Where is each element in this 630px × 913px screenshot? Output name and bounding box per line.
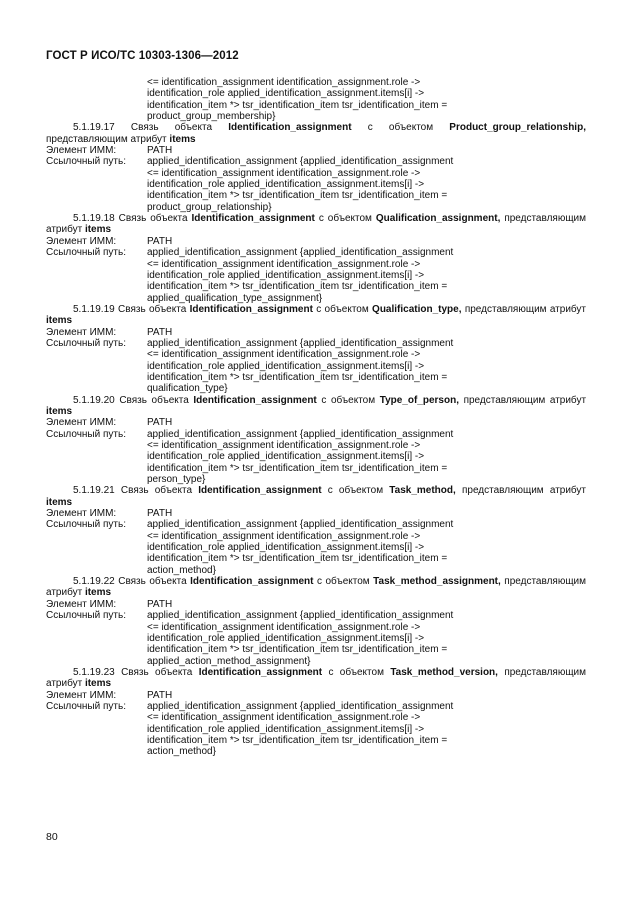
path-line: <= identification_assignment identification_assignment.role -> — [147, 530, 421, 542]
clause-number: 5.1.19.19 — [73, 303, 115, 315]
path-line: identification_item *> tsr_identification_item tsr_identification_item = — [147, 644, 448, 656]
target-entity-name: Qualification_type, — [372, 303, 462, 315]
element-value: PATH — [147, 235, 173, 247]
clause-section — [46, 485, 586, 576]
element-field — [46, 236, 586, 247]
clause-section — [46, 395, 586, 486]
clause-text: с объектом — [318, 213, 372, 225]
clause-number: 5.1.19.18 — [73, 213, 115, 225]
ref-path-field — [46, 247, 586, 258]
element-label: Элемент ИММ: — [46, 508, 117, 520]
clause-text: Связь объекта — [118, 576, 187, 588]
page-number: 80 — [46, 831, 58, 843]
entity-name: Identification_assignment — [228, 122, 352, 134]
clause-text: с объектом — [316, 303, 369, 315]
element-label: Элемент ИММ: — [46, 145, 117, 157]
element-value: PATH — [147, 326, 173, 338]
clause-text: представляющим атрибут — [461, 485, 587, 497]
path-line: <= identification_assignment identification_assignment.role -> — [147, 621, 421, 633]
ref-path-label: Ссылочный путь: — [46, 247, 126, 259]
ref-path-label: Ссылочный путь: — [46, 428, 126, 440]
clause-section — [46, 667, 586, 758]
target-entity-name: Qualification_assignment, — [375, 213, 501, 225]
path-line: identification_item *> tsr_identification_item tsr_identification_item = — [147, 99, 448, 111]
path-line: identification_role applied_identification_assignment.items[i] -> — [147, 269, 425, 281]
ref-path-label: Ссылочный путь: — [46, 156, 126, 168]
path-line: action_method} — [147, 746, 216, 758]
target-entity-name: Task_method_assignment, — [373, 576, 501, 588]
sections-container — [46, 122, 586, 757]
ref-path-field — [46, 429, 586, 440]
clause-heading — [46, 304, 586, 327]
path-line: identification_role applied_identification_assignment.items[i] -> — [147, 542, 425, 554]
path-line: identification_role applied_identification_assignment.items[i] -> — [147, 723, 425, 735]
element-label: Элемент ИММ: — [46, 235, 117, 247]
attribute-name: items — [84, 224, 112, 236]
path-line: applied_identification_assignment {applied_identification_assignment — [147, 428, 454, 440]
path-line: identification_role applied_identification_assignment.items[i] -> — [147, 360, 425, 372]
ref-path-label: Ссылочный путь: — [46, 700, 126, 712]
entity-name: Identification_assignment — [191, 213, 315, 225]
clause-section — [46, 576, 586, 667]
clause-text: Связь объекта — [130, 122, 213, 134]
clause-number: 5.1.19.21 — [73, 485, 115, 497]
entity-name: Identification_assignment — [190, 576, 314, 588]
attribute-name: items — [169, 133, 196, 145]
ref-path-field — [46, 519, 586, 530]
path-line: applied_action_method_assignment} — [147, 655, 311, 667]
path-line: product_group_membership} — [147, 111, 276, 123]
clause-text: с объектом — [321, 394, 376, 406]
ref-path-label: Ссылочный путь: — [46, 610, 126, 622]
ref-path-field — [46, 701, 586, 712]
clause-text: представляющим атрибут — [46, 666, 587, 690]
attribute-name: items — [46, 496, 73, 508]
ref-path-label: Ссылочный путь: — [46, 337, 126, 349]
clause-text: с объектом — [317, 576, 370, 588]
path-line: applied_identification_assignment {applied_identification_assignment — [147, 156, 454, 168]
element-value: PATH — [147, 689, 173, 701]
path-line: identification_role applied_identification_assignment.items[i] -> — [147, 451, 425, 463]
clause-number: 5.1.19.17 — [73, 122, 115, 134]
clause-section — [46, 213, 586, 304]
element-label: Элемент ИММ: — [46, 598, 117, 610]
path-line: identification_item *> tsr_identification_item tsr_identification_item = — [147, 734, 448, 746]
attribute-name: items — [46, 405, 73, 417]
element-field — [46, 690, 586, 701]
clause-heading — [46, 485, 586, 508]
clause-text: представляющим атрибут — [463, 394, 587, 406]
document-body — [46, 77, 586, 758]
clause-text: с объектом — [327, 485, 384, 497]
attribute-name: items — [46, 315, 73, 327]
target-entity-name: Type_of_person, — [379, 394, 459, 406]
path-line: identification_role applied_identification_assignment.items[i] -> — [147, 632, 425, 644]
clause-number: 5.1.19.23 — [73, 666, 115, 678]
clause-text: с объектом — [367, 122, 434, 134]
path-line: <= identification_assignment identification_assignment.role -> — [147, 712, 421, 724]
path-line: <= identification_assignment identification_assignment.role -> — [147, 440, 421, 451]
path-line: identification_item *> tsr_identification_item tsr_identification_item = — [147, 281, 448, 293]
clause-heading — [46, 395, 586, 418]
clause-section — [46, 122, 586, 213]
entity-name: Identification_assignment — [189, 303, 313, 315]
ref-path-field — [46, 338, 586, 349]
ref-path-field — [46, 610, 586, 621]
clause-text: Связь объекта — [121, 666, 193, 678]
path-line: applied_identification_assignment {applied_identification_assignment — [147, 247, 454, 259]
page-header: ГОСТ Р ИСО/ТС 10303-1306—2012 — [46, 50, 239, 62]
path-line: <= identification_assignment identification_assignment.role -> — [147, 77, 421, 88]
path-line: product_group_relationship} — [147, 201, 272, 213]
clause-text: Связь объекта — [118, 303, 187, 315]
element-field — [46, 417, 586, 428]
entity-name: Identification_assignment — [198, 666, 323, 678]
path-line: applied_qualification_type_assignment} — [147, 292, 323, 304]
path-line: identification_item *> tsr_identification_item tsr_identification_item = — [147, 190, 448, 202]
path-line: identification_item *> tsr_identification_item tsr_identification_item = — [147, 462, 448, 474]
path-line: <= identification_assignment identification_assignment.role -> — [147, 258, 421, 270]
clause-text: представляющим атрибут — [464, 303, 586, 315]
element-value: PATH — [147, 508, 173, 520]
element-field — [46, 145, 586, 156]
clause-number: 5.1.19.22 — [73, 576, 115, 588]
path-line: person_type} — [147, 474, 206, 486]
clause-text: представляющим атрибут — [46, 133, 167, 145]
target-entity-name: Task_method, — [389, 485, 456, 497]
path-line: identification_item *> tsr_identification_item tsr_identification_item = — [147, 553, 448, 565]
clause-heading — [46, 213, 586, 236]
element-label: Элемент ИММ: — [46, 417, 117, 429]
element-field — [46, 327, 586, 338]
element-field — [46, 599, 586, 610]
clause-text: Связь объекта — [118, 213, 188, 225]
attribute-name: items — [84, 587, 112, 599]
clause-text: с объектом — [328, 666, 384, 678]
element-label: Элемент ИММ: — [46, 326, 117, 338]
entity-name: Identification_assignment — [193, 394, 317, 406]
path-line: applied_identification_assignment {applied_identification_assignment — [147, 700, 454, 712]
path-line: <= identification_assignment identification_assignment.role -> — [147, 167, 421, 179]
ref-path-field — [46, 156, 586, 167]
clause-heading — [46, 576, 586, 599]
clause-number: 5.1.19.20 — [73, 394, 115, 406]
element-value: PATH — [147, 145, 173, 157]
target-entity-name: Product_group_relationship, — [449, 122, 586, 134]
target-entity-name: Task_method_version, — [390, 666, 498, 678]
clause-text: представляющим атрибут — [46, 576, 587, 599]
element-value: PATH — [147, 598, 173, 610]
path-line: identification_role applied_identification_assignment.items[i] -> — [147, 179, 425, 191]
path-line: applied_identification_assignment {applied_identification_assignment — [147, 610, 454, 622]
ref-path-label: Ссылочный путь: — [46, 519, 126, 531]
element-label: Элемент ИММ: — [46, 689, 117, 701]
element-value: PATH — [147, 417, 173, 429]
path-line: qualification_type} — [147, 383, 228, 395]
clause-text: Связь объекта — [119, 394, 189, 406]
path-line: applied_identification_assignment {applied_identification_assignment — [147, 519, 454, 531]
element-field — [46, 508, 586, 519]
path-line: <= identification_assignment identification_assignment.role -> — [147, 349, 421, 361]
attribute-name: items — [84, 678, 112, 690]
path-line: identification_role applied_identification_assignment.items[i] -> — [147, 88, 425, 100]
continued-path-block — [46, 77, 586, 122]
entity-name: Identification_assignment — [198, 485, 322, 497]
path-line: applied_identification_assignment {applied_identification_assignment — [147, 337, 454, 349]
clause-heading — [46, 667, 586, 690]
clause-section — [46, 304, 586, 395]
path-line: identification_item *> tsr_identification_item tsr_identification_item = — [147, 371, 448, 383]
path-line: action_method} — [147, 564, 216, 576]
clause-heading — [46, 122, 586, 145]
clause-text: Связь объекта — [120, 485, 193, 497]
clause-text: представляющим атрибут — [46, 213, 587, 236]
